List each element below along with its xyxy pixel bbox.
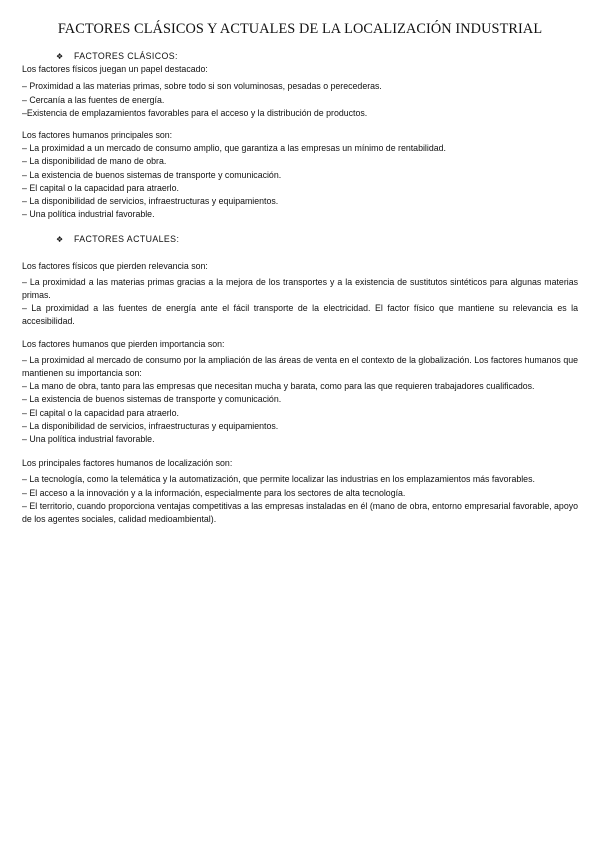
list-item: – El acceso a la innovación y a la información, especialmente para los sectores de alta tecnología.	[22, 487, 406, 498]
classic-human-block	[22, 129, 578, 221]
list-item: – Cercanía a las fuentes de energía.	[22, 94, 165, 105]
current-physical-intro: Los factores físicos que pierden relevancia son:	[22, 260, 208, 271]
list-item: – La disponibilidad de servicios, infraestructuras y equipamientos.	[22, 420, 279, 431]
diamond-bullet-icon: ❖	[56, 235, 64, 245]
section-current	[22, 233, 578, 526]
list-item: –Existencia de emplazamientos favorables para el acceso y la distribución de productos.	[22, 107, 368, 118]
list-item: – La mano de obra, tanto para las empresas que necesitan mucha y barata, como para las que requieren trabajadores cualificados.	[22, 381, 535, 392]
list-item: – Una política industrial favorable.	[22, 434, 155, 445]
page-title: FACTORES CLÁSICOS Y ACTUALES DE LA LOCALIZACIÓN INDUSTRIAL	[57, 21, 543, 37]
classic-human-intro: Los factores humanos principales son:	[22, 130, 173, 141]
section-heading-classic	[22, 50, 578, 63]
list-item: – La proximidad a un mercado de consumo amplio, que garantiza a las empresas un mínimo de rentabilidad.	[22, 143, 446, 154]
section-heading-current	[22, 233, 578, 246]
list-item: – La proximidad al mercado de consumo por la ampliación de las áreas de venta en el contexto de la globalización. Los factores humanos que mantienen su importancia son:	[22, 354, 578, 379]
current-physical-block	[22, 260, 578, 329]
diamond-bullet-icon: ❖	[56, 52, 64, 61]
list-item: – Proximidad a las materias primas, sobre todo si son voluminosas, pesadas o perecederas.	[22, 81, 382, 92]
list-item: – La proximidad a las materias primas gracias a la mejora de los transportes y a la existencia de sustitutos sintéticos para algunas materias primas.	[22, 276, 578, 301]
classic-physical-block	[22, 63, 578, 120]
current-main-intro: Los principales factores humanos de localización son:	[22, 458, 233, 469]
list-item: – La existencia de buenos sistemas de transporte y comunicación.	[22, 169, 282, 180]
section-heading-label: FACTORES CLÁSICOS:	[74, 51, 178, 61]
section-classic	[22, 50, 578, 221]
current-main-block	[22, 457, 578, 526]
classic-physical-intro: Los factores físicos juegan un papel destacado:	[22, 64, 208, 75]
list-item: – La disponibilidad de servicios, infraestructuras y equipamientos.	[22, 196, 279, 207]
section-heading-label: FACTORES ACTUALES:	[74, 234, 180, 245]
list-item: – El capital o la capacidad para atraerlo.	[22, 182, 179, 193]
list-item: – La existencia de buenos sistemas de transporte y comunicación.	[22, 394, 282, 405]
current-human-block	[22, 338, 578, 447]
list-item: – La disponibilidad de mano de obra.	[22, 156, 167, 167]
list-item: – La proximidad a las fuentes de energía ante el fácil transporte de la electricidad. El factor físico que mantiene su relevancia es la accesibilidad.	[22, 303, 578, 327]
current-human-intro: Los factores humanos que pierden importancia son:	[22, 338, 225, 349]
list-item: – El territorio, cuando proporciona ventajas competitivas a las empresas instaladas en él (mano de obra, entorno empresarial favorable, apoyo de los agentes sociales, calidad medioambiental).	[22, 500, 578, 525]
list-item: – La tecnología, como la telemática y la automatización, que permite localizar las industrias en los emplazamientos más favorables.	[22, 474, 535, 485]
list-item: – Una política industrial favorable.	[22, 209, 155, 220]
document-body	[22, 50, 578, 535]
list-item: – El capital o la capacidad para atraerlo.	[22, 407, 179, 418]
